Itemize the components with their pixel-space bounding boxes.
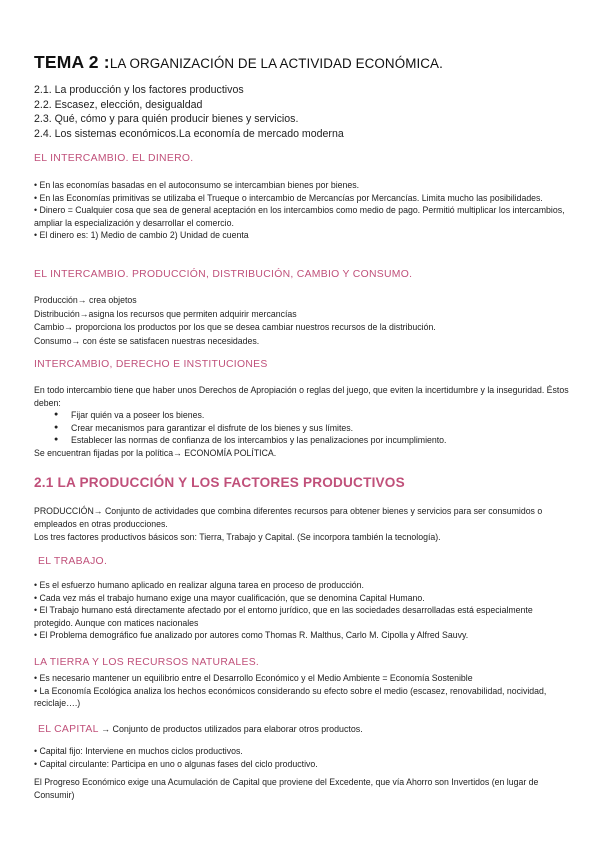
paragraph: • Cada vez más el trabajo humano exige una mayor cualificación, que se denomina Capital Humano. [34,592,425,603]
list-item: ● Establecer las normas de confianza de los intercambios y las penalizaciones por incumplimiento. [34,434,572,447]
title-text: LA ORGANIZACIÓN DE LA ACTIVIDAD ECONÓMICA. [109,56,443,71]
page-title [34,52,443,73]
section-body-capital [34,745,572,801]
section-heading-intercambio-dinero: EL INTERCAMBIO. EL DINERO. [34,153,194,164]
paragraph: Consumo→ con éste se satisfacen nuestras necesidades. [34,335,260,346]
paragraph: El Progreso Económico exige una Acumulación de Capital que proviene del Excedente, que vía Ahorro son Invertidos (en lugar de Consumir) [34,777,539,800]
section-heading-capital: EL CAPITAL [38,724,99,735]
list-item: ● Fijar quién va a poseer los bienes. [34,409,572,422]
capital-definition: → Conjunto de productos utilizados para elaborar otros productos. [98,724,363,734]
section-body-produccion [34,505,572,544]
paragraph: En todo intercambio tiene que haber unos Derechos de Apropiación o reglas del juego, que eviten la incertidumbre y la inseguridad. Éstos deben: [34,385,569,408]
section-heading-produccion: 2.1 LA PRODUCCIÓN Y LOS FACTORES PRODUCTIVOS [34,475,405,490]
toc-item: 2.1. La producción y los factores productivos [34,84,244,96]
paragraph: Se encuentran fijadas por la política→ ECONOMÍA POLÍTICA. [34,447,277,458]
paragraph: • Es necesario mantener un equilibrio entre el Desarrollo Económico y el Medio Ambiente = Economía Sostenible [34,673,473,683]
paragraph: Los tres factores productivos básicos son: Tierra, Trabajo y Capital. (Se incorpora también la tecnología). [34,532,441,542]
section-body-trabajo [34,579,572,642]
bullet-list [34,409,572,447]
section-heading-trabajo: EL TRABAJO. [38,556,108,567]
section-body-intercambio-produccion [34,294,572,348]
paragraph: Producción→ crea objetos [34,295,137,305]
section-heading-intercambio-produccion: EL INTERCAMBIO. PRODUCCIÓN, DISTRIBUCIÓN, CAMBIO Y CONSUMO. [34,269,413,280]
paragraph: • Capital fijo: Interviene en muchos ciclos productivos. [34,746,243,756]
section-body-intercambio-dinero [34,179,572,242]
paragraph: Distribución→asigna los recursos que permiten adquirir mercancías [34,308,297,319]
paragraph: • El Problema demográfico fue analizado por autores como Thomas R. Malthus, Carlo M. Cipolla y Alfred Sauvy. [34,630,469,641]
section-heading-capital-line [38,723,576,737]
paragraph: • En las Economías primitivas se utilizaba el Trueque o intercambio de Mercancías por Mercancías. Limita mucho las posibilidades. [34,192,543,203]
section-body-tierra [34,672,572,710]
paragraph: • El Trabajo humano está directamente afectado por el entorno jurídico, que en las sociedades desarrolladas está especialmente protegido. Aunque con matices nacionales [34,605,533,628]
toc-item: 2.3. Qué, cómo y para quién producir bienes y servicios. [34,113,299,126]
paragraph: • Es el esfuerzo humano aplicado en realizar alguna tarea en proceso de producción. [34,580,364,590]
paragraph: • La Economía Ecológica analiza los hechos económicos considerando su efecto sobre el medio (escasez, renovabilidad, nocividad, reciclaje….) [34,685,547,709]
paragraph: • El dinero es: 1) Medio de cambio 2) Unidad de cuenta [34,230,249,241]
table-of-contents [34,83,344,141]
paragraph: • En las economías basadas en el autoconsumo se intercambian bienes por bienes. [34,180,360,190]
toc-item: 2.2. Escasez, elección, desigualdad [34,98,203,111]
toc-item: 2.4. Los sistemas económicos.La economía de mercado moderna [34,127,344,140]
section-heading-tierra: LA TIERRA Y LOS RECURSOS NATURALES. [34,657,260,668]
section-heading-intercambio-derecho: INTERCAMBIO, DERECHO E INSTITUCIONES [34,359,268,370]
paragraph: PRODUCCIÓN→ Conjunto de actividades que combina diferentes recursos para obtener bienes y servicios para ser consumidos o empleados en otras producciones. [34,506,543,529]
paragraph: • Capital circulante: Participa en uno o algunas fases del ciclo productivo. [34,758,318,769]
paragraph: Cambio→ proporciona los productos por los que se desea cambiar nuestros recursos de la distribución. [34,322,436,333]
paragraph: • Dinero = Cualquier cosa que sea de general aceptación en los intercambios como medio de pago. Permitió multiplicar los intercambios, ampliar la especialización y desarrollar el comercio. [34,205,565,228]
title-prefix: TEMA 2 : [34,52,110,72]
section-body-intercambio-derecho [34,384,572,460]
list-item: ● Crear mecanismos para garantizar el disfrute de los bienes y sus límites. [34,422,572,435]
